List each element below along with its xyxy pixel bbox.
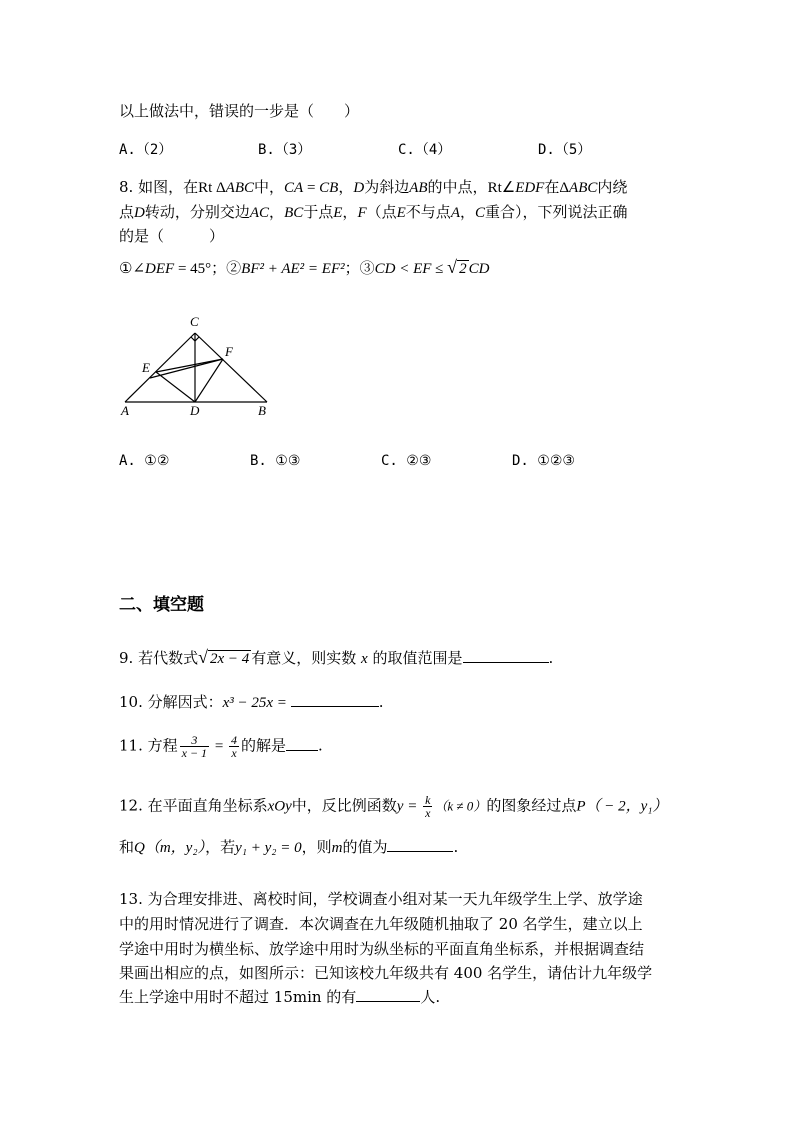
section-title: 二、填空题 [119,595,204,615]
q13-line5 [119,986,440,1007]
q13-line2: 中的用时情况进行了调查．本次调查在九年级随机抽取了 20 名学生，建立以上 [119,915,643,933]
q9-text: 9. 若代数式 [119,649,199,667]
q12-x: x [425,806,431,820]
label-a: A [121,403,129,418]
q9-text: 有意义，则实数 [251,649,362,667]
q12-line2 [119,836,458,857]
q8-statements [119,257,489,278]
q8-abc: ABC [569,180,598,196]
q12-point-q: Q（m，y₂） [134,840,206,856]
q8-ab: AB [409,180,428,196]
q9-line [119,647,553,668]
q12-answer-blank[interactable] [387,837,453,852]
q13-answer-blank[interactable] [356,987,420,1002]
q8-option-b[interactable]: B. ①③ [250,453,301,469]
q12-text: 的值为 [342,838,388,856]
q12-line1 [119,794,668,819]
q13-line3: 学途中用时为横坐标、放学途中用时为纵坐标的平面直角坐标系，并根据调查结 [119,940,645,958]
q12-point-p: P（ − 2，y₁） [576,798,668,815]
q8-option-c[interactable]: C. ②③ [381,453,432,469]
q8-ca: CA [284,180,304,196]
q12-fraction [423,794,432,819]
sqrt-icon: √ [447,257,458,277]
segment-ac [125,333,195,402]
q8-text: 转动，分别交边 [144,203,250,221]
q10-line [119,691,383,712]
q7-option-b[interactable]: B.（3） [258,142,312,158]
q8-text: （点 [366,203,397,221]
q11-line [119,734,323,759]
q13-line4: 果画出相应的点，如图所示：已知该校九年级共有 400 名学生，请估计九年级学 [119,964,653,982]
q8-radicand: 2 [459,261,467,277]
q11-fraction-right [229,734,239,759]
q9-var: x [361,651,368,667]
q12-xoy: xOy [267,798,292,815]
q7-question: 以上做法中，错误的一步是（ ） [119,102,360,120]
q12-text: . [453,838,459,856]
q9-radicand: 2x − 4 [209,651,250,667]
q7-option-a[interactable]: A.（2） [119,142,173,158]
q8-text: ， [342,203,358,221]
q8-e: E [333,205,343,221]
q12-k: k [425,793,431,807]
q8-statement-1: ①∠ [119,259,146,277]
label-c: C [190,314,199,329]
q12-text: 和 [119,838,135,856]
q7-option-c[interactable]: C.（4） [398,142,452,158]
label-d: D [190,403,200,418]
q8-def: DEF [145,261,175,277]
q13-text: 生上学途中用时不超过 15min 的有 [119,988,357,1006]
q8-text: 不与点 [405,203,451,221]
q11-num1: 3 [180,734,209,747]
q10-text: . [378,693,384,711]
sqrt-icon: √ [198,647,208,667]
q8-pythag-expr: BF² + AE² = EF² [241,261,345,277]
q8-rt-angle: Rt∠ [487,180,516,196]
q8-text: 点 [119,203,135,221]
q8-abc: ABC [225,180,255,196]
q8-text: 中， [254,178,285,196]
q8-option-a[interactable]: A. ①② [119,453,170,469]
q11-fraction-left [180,734,209,759]
q8-c: C [475,205,486,221]
q8-text: ， [269,203,285,221]
q8-text: 8. 如图，在 [119,178,199,196]
q8-ineq: CD < EF ≤ [374,261,448,277]
q7-option-d[interactable]: D.（5） [538,142,592,158]
q12-y: y = [396,798,422,815]
q8-text: 内绕 [597,178,628,196]
q8-line3: 的是（ ） [119,227,225,245]
q10-text: 10. 分解因式： [119,693,223,711]
q8-bc: BC [284,205,304,221]
q12-condition2: y₁ + y₂ = 0 [235,840,302,856]
q8-d: D [134,205,145,221]
q12-m: m [331,840,343,856]
q8-cb: CB [319,180,339,196]
q8-statement-3: ；③ [344,259,375,277]
q11-text: 的解是 [241,736,287,755]
q8-text: ， [338,178,354,196]
q8-a: A [450,205,460,221]
q8-eq: = [303,180,320,196]
q11-den1: x − 1 [181,746,208,760]
q8-cd: CD [468,261,490,277]
q8-text: 为斜边 [364,178,410,196]
q8-text: 于点 [303,203,334,221]
q8-triangle-figure [115,312,280,420]
q11-text: . [318,736,323,755]
q11-den2: x [231,746,237,760]
q8-line2 [119,201,628,222]
q13-text: 人. [420,988,441,1006]
q12-text: 的图象经过点 [486,796,577,815]
q8-line1 [119,176,627,197]
q11-answer-blank[interactable] [286,736,318,751]
q8-delta: Δ [559,180,570,196]
q12-text: 中，反比例函数 [291,796,397,815]
q8-text: 在 [544,178,560,196]
q10-expr: x³ − 25x = [222,695,291,711]
q8-45deg: = 45° [174,261,212,277]
q12-condition: （k ≠ 0） [434,798,487,814]
q8-text: 的中点， [427,178,488,196]
label-e: E [142,360,150,375]
q8-d: D [353,180,365,196]
q8-ac: AC [249,205,270,221]
q9-text: . [548,649,554,667]
segment-de [156,372,195,402]
q11-eq: = [211,738,228,755]
q9-answer-blank[interactable] [463,648,549,663]
label-b: B [258,403,266,418]
q11-text: 11. 方程 [119,736,178,755]
q12-text: ，若 [205,838,236,856]
q13-line1: 13. 为合理安排进、离校时间，学校调查小组对某一天九年级学生上学、放学途 [119,890,643,908]
q8-edf: EDF [515,180,545,196]
q8-rt-delta: Rt Δ [198,180,226,196]
label-f: F [225,344,233,359]
q9-text: 的取值范围是 [367,649,463,667]
q12-text: ，则 [301,838,332,856]
q8-e: E [396,205,406,221]
q10-answer-blank[interactable] [291,692,379,707]
q8-statement-2: ；② [211,259,242,277]
q11-num2: 4 [231,733,238,747]
q8-f: F [357,205,367,221]
q8-text: 重合），下列说法正确 [485,203,628,221]
q8-text: ， [459,203,475,221]
q12-text: 12. 在平面直角坐标系 [119,796,268,815]
q8-option-d[interactable]: D. ①②③ [512,453,575,469]
